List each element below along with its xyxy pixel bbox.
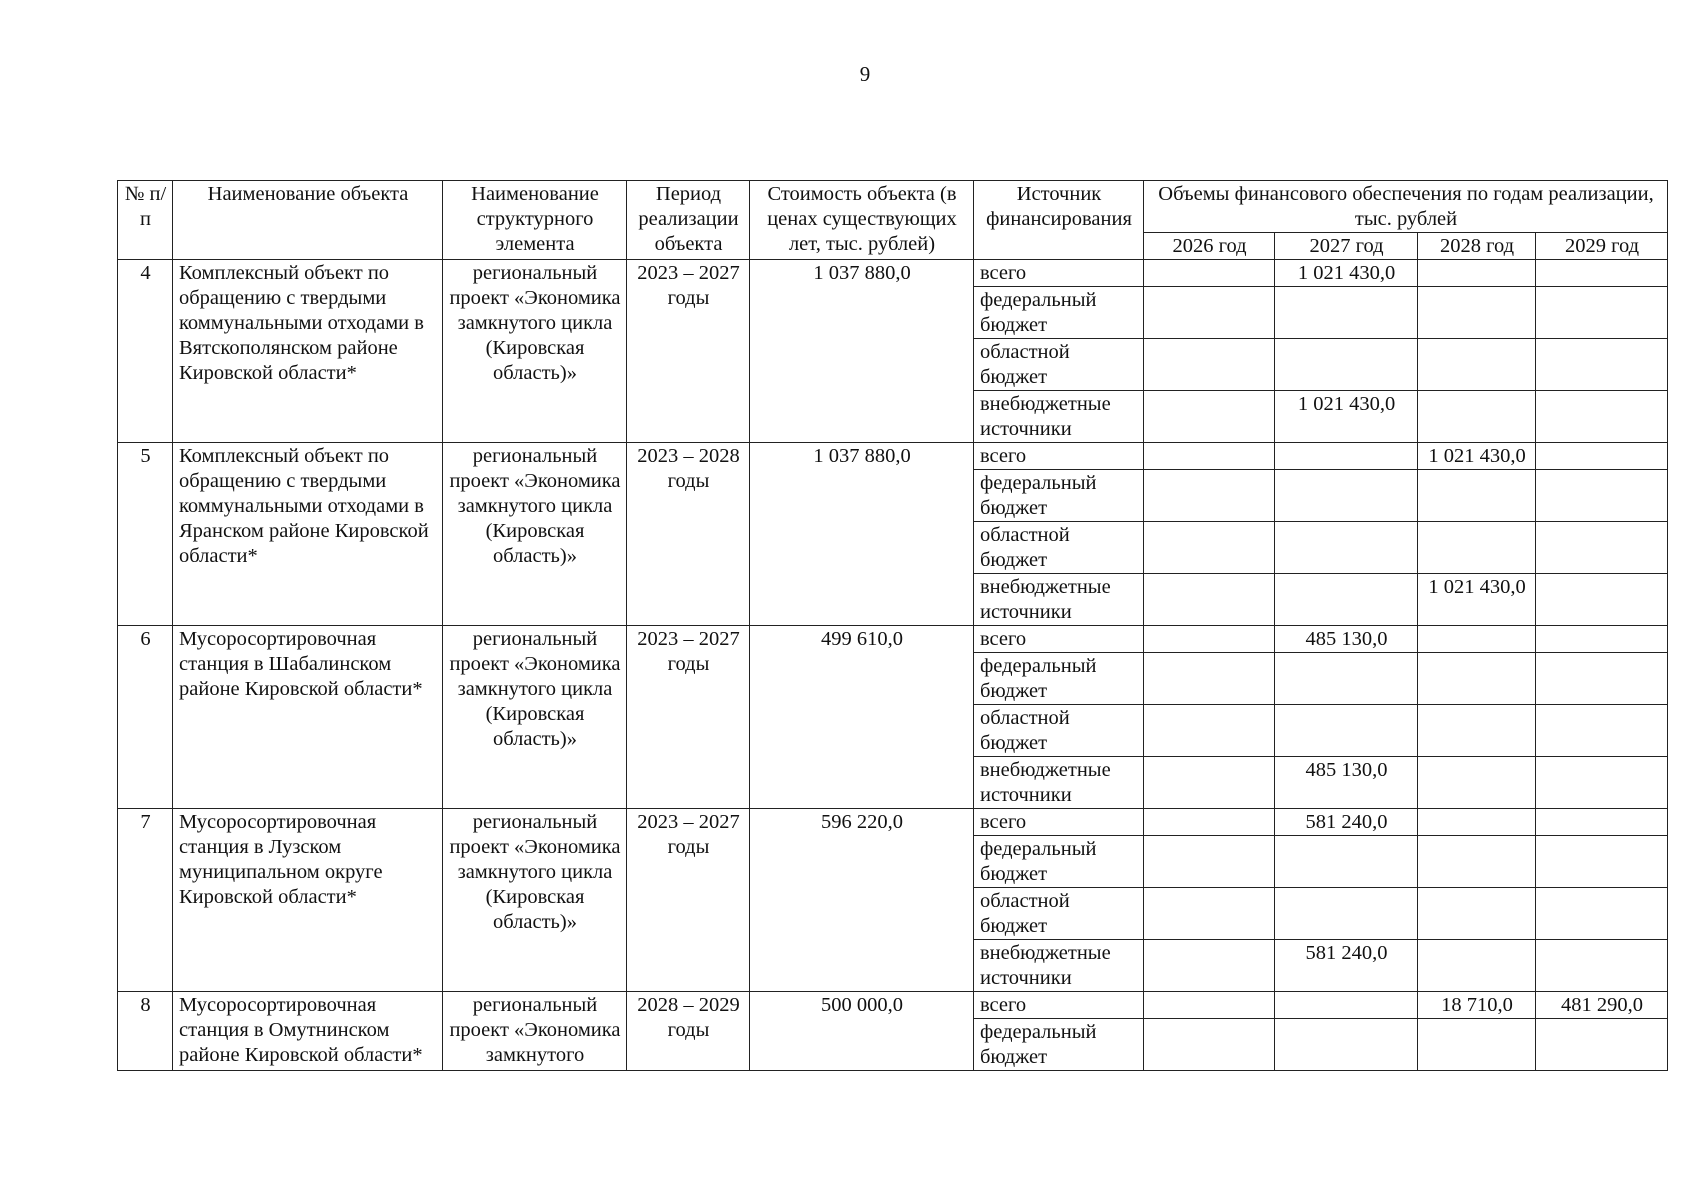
financing-source: федеральный бюджет [974,1019,1144,1071]
year-value [1418,260,1536,287]
object-name: Мусоросортировочная станция в Омутнинском районе Кировской области* [173,992,443,1071]
object-name: Мусоросортировочная станция в Шабалинском районе Кировской области* [173,626,443,809]
header-name: Наименование объекта [173,181,443,260]
year-value: 485 130,0 [1275,757,1418,809]
financing-table [117,180,1668,1071]
year-value [1144,260,1275,287]
year-value [1144,653,1275,705]
year-value [1536,626,1668,653]
header-year: 2029 год [1536,233,1668,260]
financing-source: федеральный бюджет [974,470,1144,522]
year-value: 581 240,0 [1275,809,1418,836]
year-value [1418,757,1536,809]
year-value [1144,757,1275,809]
object-name: Комплексный объект по обращению с твердыми коммунальными отходами в Яранском районе Кировской области* [173,443,443,626]
row-number: 6 [118,626,173,809]
financing-source: внебюджетные источники [974,391,1144,443]
table-row [118,443,1668,470]
financing-source: федеральный бюджет [974,287,1144,339]
year-value [1536,522,1668,574]
header-source: Источник финансирования [974,181,1144,260]
year-value [1275,992,1418,1019]
year-value [1144,626,1275,653]
header-period: Период реализации объекта [627,181,750,260]
year-value [1536,836,1668,888]
financing-source: федеральный бюджет [974,836,1144,888]
year-value [1275,522,1418,574]
header-volumes: Объемы финансового обеспечения по годам реализации, тыс. рублей [1144,181,1668,233]
year-value [1418,888,1536,940]
year-value: 1 021 430,0 [1418,574,1536,626]
year-value [1144,522,1275,574]
object-name: Комплексный объект по обращению с твердыми коммунальными отходами в Вятскополянском районе Кировской области* [173,260,443,443]
page-number: 9 [859,62,871,86]
year-value [1536,888,1668,940]
year-value [1144,574,1275,626]
year-value [1418,626,1536,653]
year-value [1144,940,1275,992]
year-value [1275,836,1418,888]
year-value [1144,888,1275,940]
row-number: 5 [118,443,173,626]
year-value [1144,287,1275,339]
year-value [1418,836,1536,888]
structural-element: региональный проект «Экономика замкнутого цикла (Кировская область)» [443,260,627,443]
financing-source: внебюджетные источники [974,940,1144,992]
year-value [1275,339,1418,391]
implementation-period: 2028 – 2029 годы [627,992,750,1071]
financing-source: федеральный бюджет [974,653,1144,705]
header-num: № п/п [118,181,173,260]
financing-source: областной бюджет [974,522,1144,574]
year-value [1536,1019,1668,1071]
header-cost: Стоимость объекта (в ценах существующих лет, тыс. рублей) [750,181,974,260]
object-cost: 1 037 880,0 [750,443,974,626]
header-element: Наименование структурного элемента [443,181,627,260]
year-value [1418,809,1536,836]
financing-source: областной бюджет [974,705,1144,757]
implementation-period: 2023 – 2027 годы [627,626,750,809]
implementation-period: 2023 – 2027 годы [627,809,750,992]
implementation-period: 2023 – 2027 годы [627,260,750,443]
year-value [1275,888,1418,940]
table-row [118,260,1668,287]
financing-source: всего [974,260,1144,287]
year-value [1275,1019,1418,1071]
row-number: 8 [118,992,173,1071]
year-value [1144,1019,1275,1071]
year-value [1536,470,1668,522]
financing-source: всего [974,626,1144,653]
financing-source: внебюджетные источники [974,574,1144,626]
year-value [1418,287,1536,339]
year-value: 1 021 430,0 [1418,443,1536,470]
year-value [1418,391,1536,443]
year-value [1144,705,1275,757]
object-cost: 596 220,0 [750,809,974,992]
table-row [118,809,1668,836]
year-value: 1 021 430,0 [1275,260,1418,287]
object-name: Мусоросортировочная станция в Лузском муниципальном округе Кировской области* [173,809,443,992]
financing-source: областной бюджет [974,888,1144,940]
year-value: 485 130,0 [1275,626,1418,653]
year-value: 1 021 430,0 [1275,391,1418,443]
year-value [1144,391,1275,443]
year-value: 581 240,0 [1275,940,1418,992]
financing-source: всего [974,992,1144,1019]
object-cost: 1 037 880,0 [750,260,974,443]
year-value [1144,836,1275,888]
year-value [1275,287,1418,339]
object-cost: 499 610,0 [750,626,974,809]
year-value [1536,757,1668,809]
year-value: 18 710,0 [1418,992,1536,1019]
year-value [1536,705,1668,757]
year-value [1418,653,1536,705]
year-value [1536,260,1668,287]
year-value [1536,287,1668,339]
year-value [1144,992,1275,1019]
year-value [1536,574,1668,626]
year-value [1275,470,1418,522]
year-value [1275,653,1418,705]
year-value [1536,940,1668,992]
header-year: 2026 год [1144,233,1275,260]
year-value [1418,339,1536,391]
table-body [118,260,1668,1071]
year-value [1418,522,1536,574]
year-value [1275,574,1418,626]
year-value [1418,470,1536,522]
structural-element: региональный проект «Экономика замкнутого [443,992,627,1071]
year-value [1275,705,1418,757]
header-year: 2028 год [1418,233,1536,260]
row-number: 7 [118,809,173,992]
table-row [118,992,1668,1019]
financing-source: всего [974,443,1144,470]
row-number: 4 [118,260,173,443]
year-value [1536,391,1668,443]
year-value [1144,339,1275,391]
table-row [118,626,1668,653]
year-value [1536,443,1668,470]
structural-element: региональный проект «Экономика замкнутого цикла (Кировская область)» [443,443,627,626]
financing-source: всего [974,809,1144,836]
object-cost: 500 000,0 [750,992,974,1071]
implementation-period: 2023 – 2028 годы [627,443,750,626]
year-value [1418,1019,1536,1071]
financing-source: внебюджетные источники [974,757,1144,809]
year-value [1275,443,1418,470]
year-value [1144,443,1275,470]
year-value [1144,470,1275,522]
year-value [1144,809,1275,836]
year-value [1418,940,1536,992]
year-value [1536,653,1668,705]
header-row [118,181,1668,233]
year-value [1418,705,1536,757]
structural-element: региональный проект «Экономика замкнутого цикла (Кировская область)» [443,809,627,992]
year-value [1536,339,1668,391]
year-value: 481 290,0 [1536,992,1668,1019]
financing-source: областной бюджет [974,339,1144,391]
structural-element: региональный проект «Экономика замкнутого цикла (Кировская область)» [443,626,627,809]
header-year: 2027 год [1275,233,1418,260]
year-value [1536,809,1668,836]
